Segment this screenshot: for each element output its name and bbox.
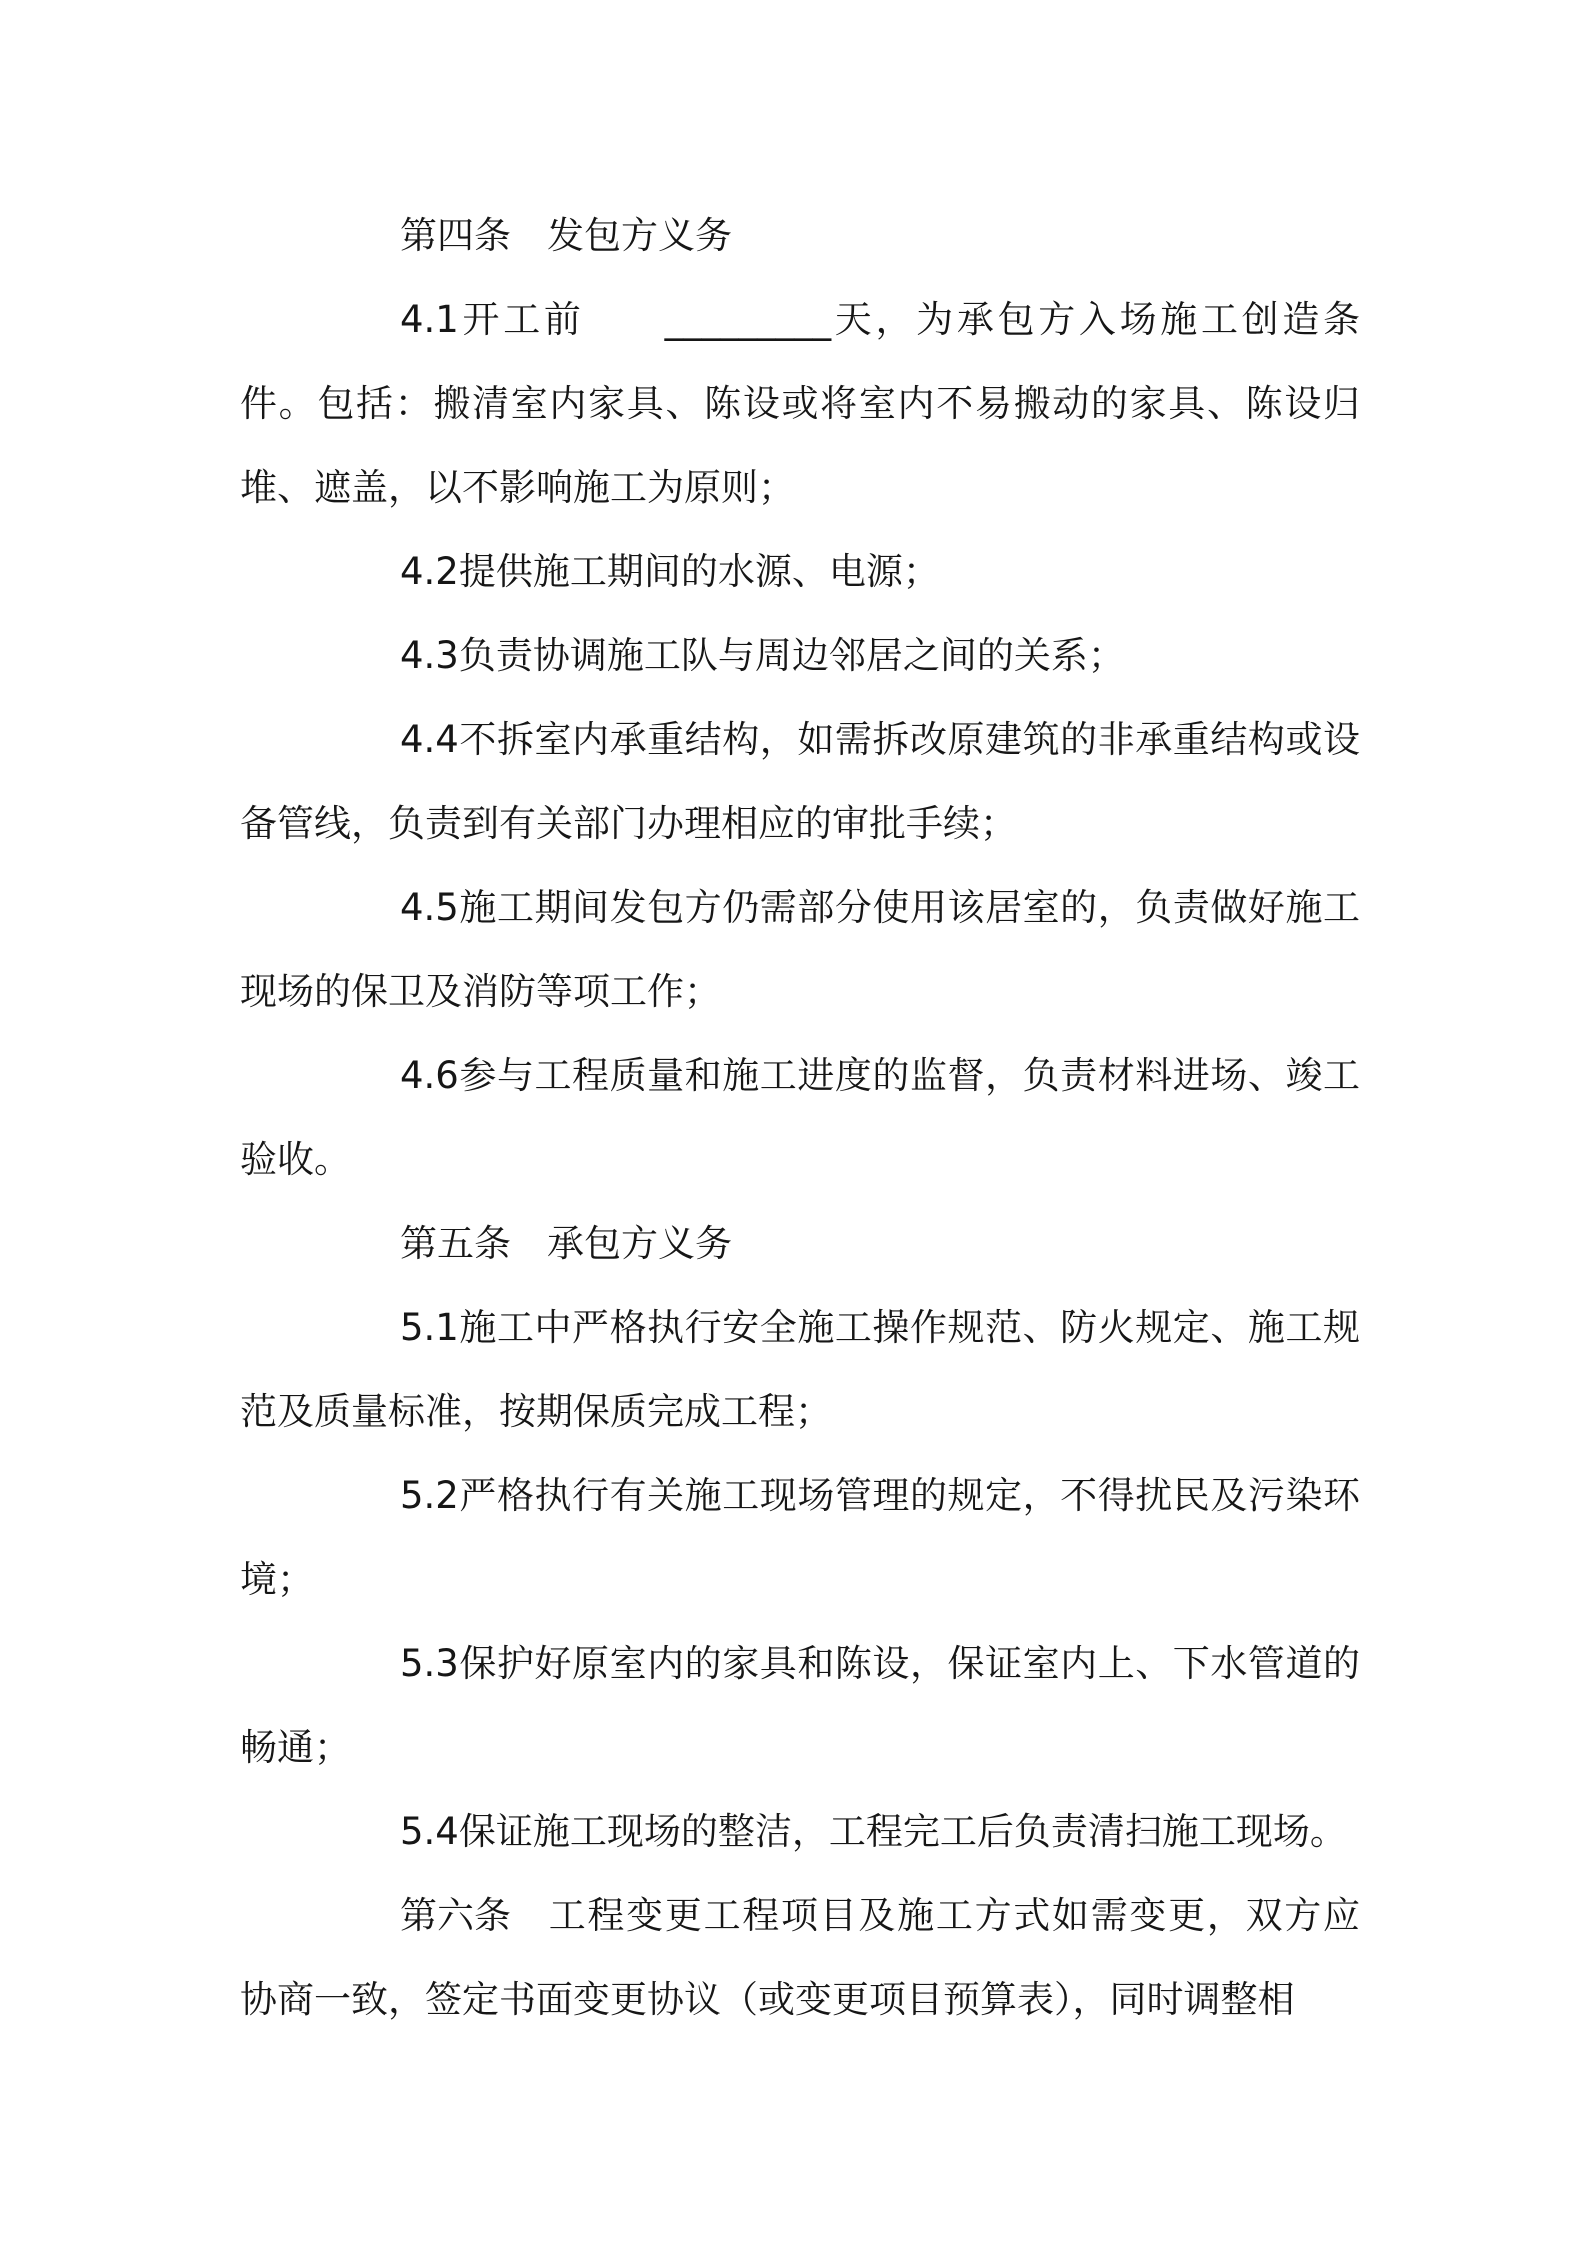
clause-number: 4.5 bbox=[400, 886, 459, 929]
clause-4-5 bbox=[240, 866, 1360, 1034]
clause-4-3 bbox=[240, 614, 1360, 698]
clause-text: 参与工程质量和施工进度的监督，负责材料进场、竣工验收。 bbox=[240, 1054, 1360, 1181]
clause-4-2 bbox=[240, 530, 1360, 614]
section-4-label: 第四条 bbox=[400, 214, 511, 257]
section-6-label: 第六条 bbox=[400, 1894, 511, 1937]
clause-number: 4.1 bbox=[400, 298, 459, 341]
clause-text-before-blank: 开工前 bbox=[458, 298, 585, 341]
section-5-label: 第五条 bbox=[400, 1222, 511, 1265]
clause-4-4 bbox=[240, 698, 1360, 866]
clause-5-4 bbox=[240, 1790, 1360, 1874]
clause-number: 5.1 bbox=[400, 1306, 459, 1349]
clause-number: 4.4 bbox=[400, 718, 459, 761]
document-body bbox=[240, 194, 1360, 2042]
clause-text-after-blank: 天，为承包方入场施工创造条件。包括：搬清室内家具、陈设或将室内不易搬动的家具、陈设归堆、遮盖，以不影响施工为原则； bbox=[240, 298, 1361, 509]
section-6-text: 工程变更工程项目及施工方式如需变更，双方应协商一致，签定书面变更协议（或变更项目预算表），同时调整相 bbox=[240, 1894, 1360, 2021]
clause-number: 4.2 bbox=[400, 550, 459, 593]
clause-text: 保护好原室内的家具和陈设，保证室内上、下水管道的畅通； bbox=[240, 1642, 1360, 1769]
clause-text: 不拆室内承重结构，如需拆改原建筑的非承重结构或设备管线，负责到有关部门办理相应的审批手续； bbox=[240, 718, 1360, 845]
clause-text: 施工中严格执行安全施工操作规范、防火规定、施工规范及质量标准，按期保质完成工程； bbox=[240, 1306, 1360, 1433]
clause-text: 保证施工现场的整洁，工程完工后负责清扫施工现场。 bbox=[458, 1810, 1347, 1853]
clause-number: 5.2 bbox=[400, 1474, 459, 1517]
clause-5-3 bbox=[240, 1622, 1360, 1790]
section-5-heading bbox=[240, 1202, 1360, 1286]
clause-text: 严格执行有关施工现场管理的规定，不得扰民及污染环境； bbox=[240, 1474, 1360, 1601]
clause-5-1 bbox=[240, 1286, 1360, 1454]
clause-5-2 bbox=[240, 1454, 1360, 1622]
clause-text: 施工期间发包方仍需部分使用该居室的，负责做好施工现场的保卫及消防等项工作； bbox=[240, 886, 1360, 1013]
section-4-title: 发包方义务 bbox=[547, 214, 732, 257]
clause-number: 4.3 bbox=[400, 634, 459, 677]
clause-number: 5.4 bbox=[400, 1810, 459, 1853]
clause-text: 提供施工期间的水源、电源； bbox=[458, 550, 940, 593]
clause-4-1 bbox=[240, 278, 1360, 530]
clause-text: 负责协调施工队与周边邻居之间的关系； bbox=[458, 634, 1125, 677]
fill-in-blank: _________ bbox=[664, 298, 832, 341]
clause-4-6 bbox=[240, 1034, 1360, 1202]
section-4-heading bbox=[240, 194, 1360, 278]
clause-number: 5.3 bbox=[400, 1642, 459, 1685]
clause-number: 4.6 bbox=[400, 1054, 459, 1097]
section-5-title: 承包方义务 bbox=[547, 1222, 732, 1265]
section-6-paragraph bbox=[240, 1874, 1360, 2042]
